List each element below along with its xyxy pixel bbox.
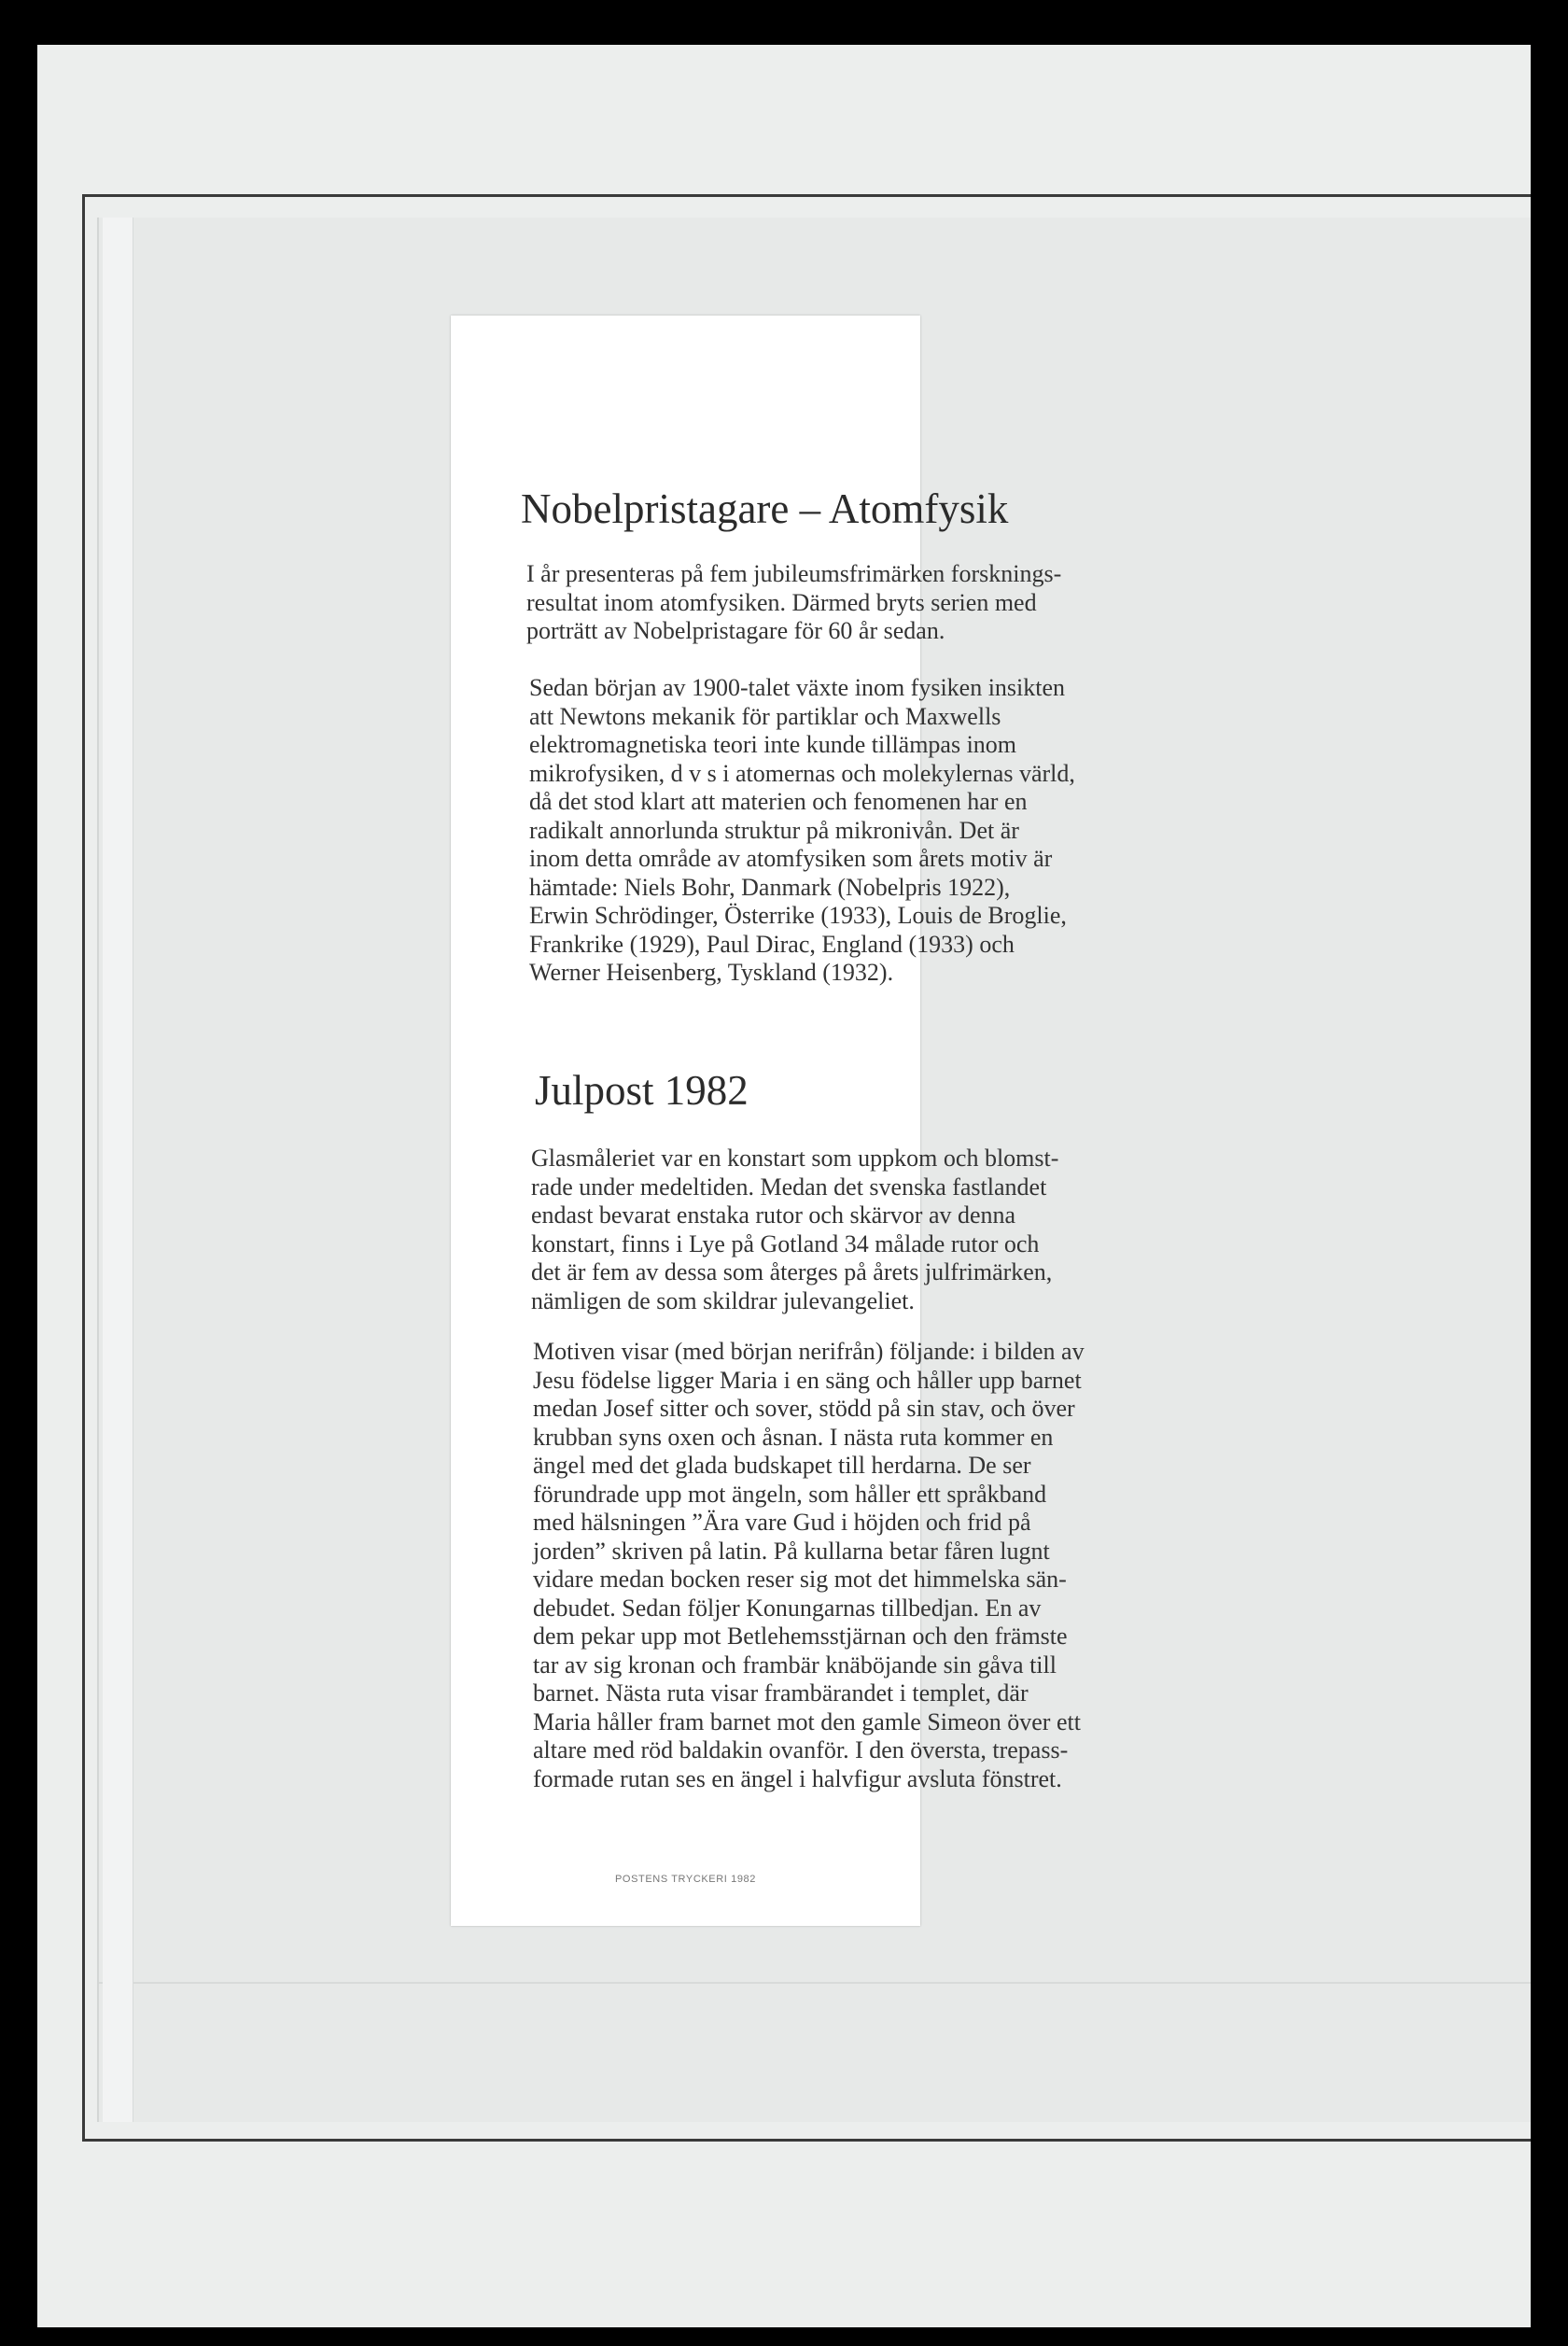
text-line: rade under medeltiden. Medan det svenska fastlandet bbox=[531, 1173, 1047, 1201]
text-line: dem pekar upp mot Betlehemsstjärnan och den främste bbox=[533, 1623, 1068, 1650]
text-line: mikrofysiken, d v s i atomernas och molekylernas värld, bbox=[529, 759, 1075, 787]
text-line: nämligen de som skildrar julevangeliet. bbox=[531, 1286, 915, 1314]
text-line: Erwin Schrödinger, Österrike (1933), Louis de Broglie, bbox=[529, 902, 1067, 929]
text-line: med hälsningen ”Ära vare Gud i höjden och frid på bbox=[533, 1509, 1031, 1536]
text-line: endast bevarat enstaka rutor och skärvor av denna bbox=[531, 1201, 1016, 1229]
text-line: Jesu födelse ligger Maria i en säng och håller upp barnet bbox=[533, 1366, 1082, 1394]
text-line: debudet. Sedan följer Konungarnas tillbedjan. En av bbox=[533, 1594, 1042, 1622]
text-line: Frankrike (1929), Paul Dirac, England (1933) och bbox=[529, 930, 1015, 958]
text-line: resultat inom atomfysiken. Därmed bryts serien med bbox=[526, 588, 1037, 616]
text-line: ängel med det glada budskapet till herdarna. De ser bbox=[533, 1452, 1031, 1479]
section-title-nobel: Nobelpristagare – Atomfysik bbox=[521, 485, 1009, 532]
julpost-intro-paragraph bbox=[531, 1145, 1059, 1315]
text-line: det är fem av dessa som återges på årets julfrimärken, bbox=[531, 1258, 1053, 1285]
julpost-body-paragraph bbox=[533, 1338, 1085, 1793]
mount-strip bbox=[103, 218, 133, 2122]
text-line: förundrade upp mot ängeln, som håller ett språkband bbox=[533, 1480, 1047, 1508]
nobel-intro-paragraph bbox=[526, 560, 1062, 646]
text-line: Maria håller fram barnet mot den gamle Simeon över ett bbox=[533, 1707, 1081, 1735]
text-line: inom detta område av atomfysiken som årets motiv är bbox=[529, 845, 1053, 872]
nobel-body-paragraph bbox=[529, 674, 1075, 988]
text-line: tar av sig kronan och frambär knäböjande sin gåva till bbox=[533, 1651, 1057, 1679]
text-line: formade rutan ses en ängel i halvfigur avsluta fönstret. bbox=[533, 1764, 1062, 1792]
text-line: att Newtons mekanik för partiklar och Maxwells bbox=[529, 702, 1001, 730]
section-title-julpost: Julpost 1982 bbox=[535, 1067, 749, 1114]
text-line: I år presenteras på fem jubileumsfrimärken forsknings- bbox=[526, 560, 1062, 587]
text-line: elektromagnetiska teori inte kunde tillämpas inom bbox=[529, 731, 1017, 758]
text-line: jorden” skriven på latin. På kullarna betar fåren lugnt bbox=[533, 1537, 1050, 1565]
text-line: medan Josef sitter och sover, stödd på sin stav, och över bbox=[533, 1395, 1075, 1422]
text-line: porträtt av Nobelpristagare för 60 år sedan. bbox=[526, 617, 945, 644]
text-line: konstart, finns i Lye på Gotland 34 målade rutor och bbox=[531, 1229, 1040, 1257]
printer-imprint: POSTENS TRYCKERI 1982 bbox=[615, 1874, 756, 1885]
text-line: altare med röd baldakin ovanför. I den översta, trepass- bbox=[533, 1736, 1069, 1763]
text-line: krubban syns oxen och åsnan. I nästa ruta kommer en bbox=[533, 1423, 1054, 1451]
text-line: Sedan början av 1900-talet växte inom fysiken insikten bbox=[529, 674, 1066, 701]
info-leaflet bbox=[451, 316, 1085, 1926]
text-line: barnet. Nästa ruta visar frambärandet i templet, där bbox=[533, 1679, 1029, 1707]
text-line: Werner Heisenberg, Tyskland (1932). bbox=[529, 959, 894, 986]
text-line: Glasmåleriet var en konstart som uppkom och blomst- bbox=[531, 1145, 1059, 1172]
text-line: hämtade: Niels Bohr, Danmark (Nobelpris 1922), bbox=[529, 873, 1011, 901]
text-line: vidare medan bocken reser sig mot det himmelska sän- bbox=[533, 1566, 1067, 1593]
text-line: Motiven visar (med början nerifrån) följande: i bilden av bbox=[533, 1338, 1085, 1365]
text-line: då det stod klart att materien och fenomenen har en bbox=[529, 788, 1028, 815]
text-line: radikalt annorlunda struktur på mikronivån. Det är bbox=[529, 816, 1019, 844]
